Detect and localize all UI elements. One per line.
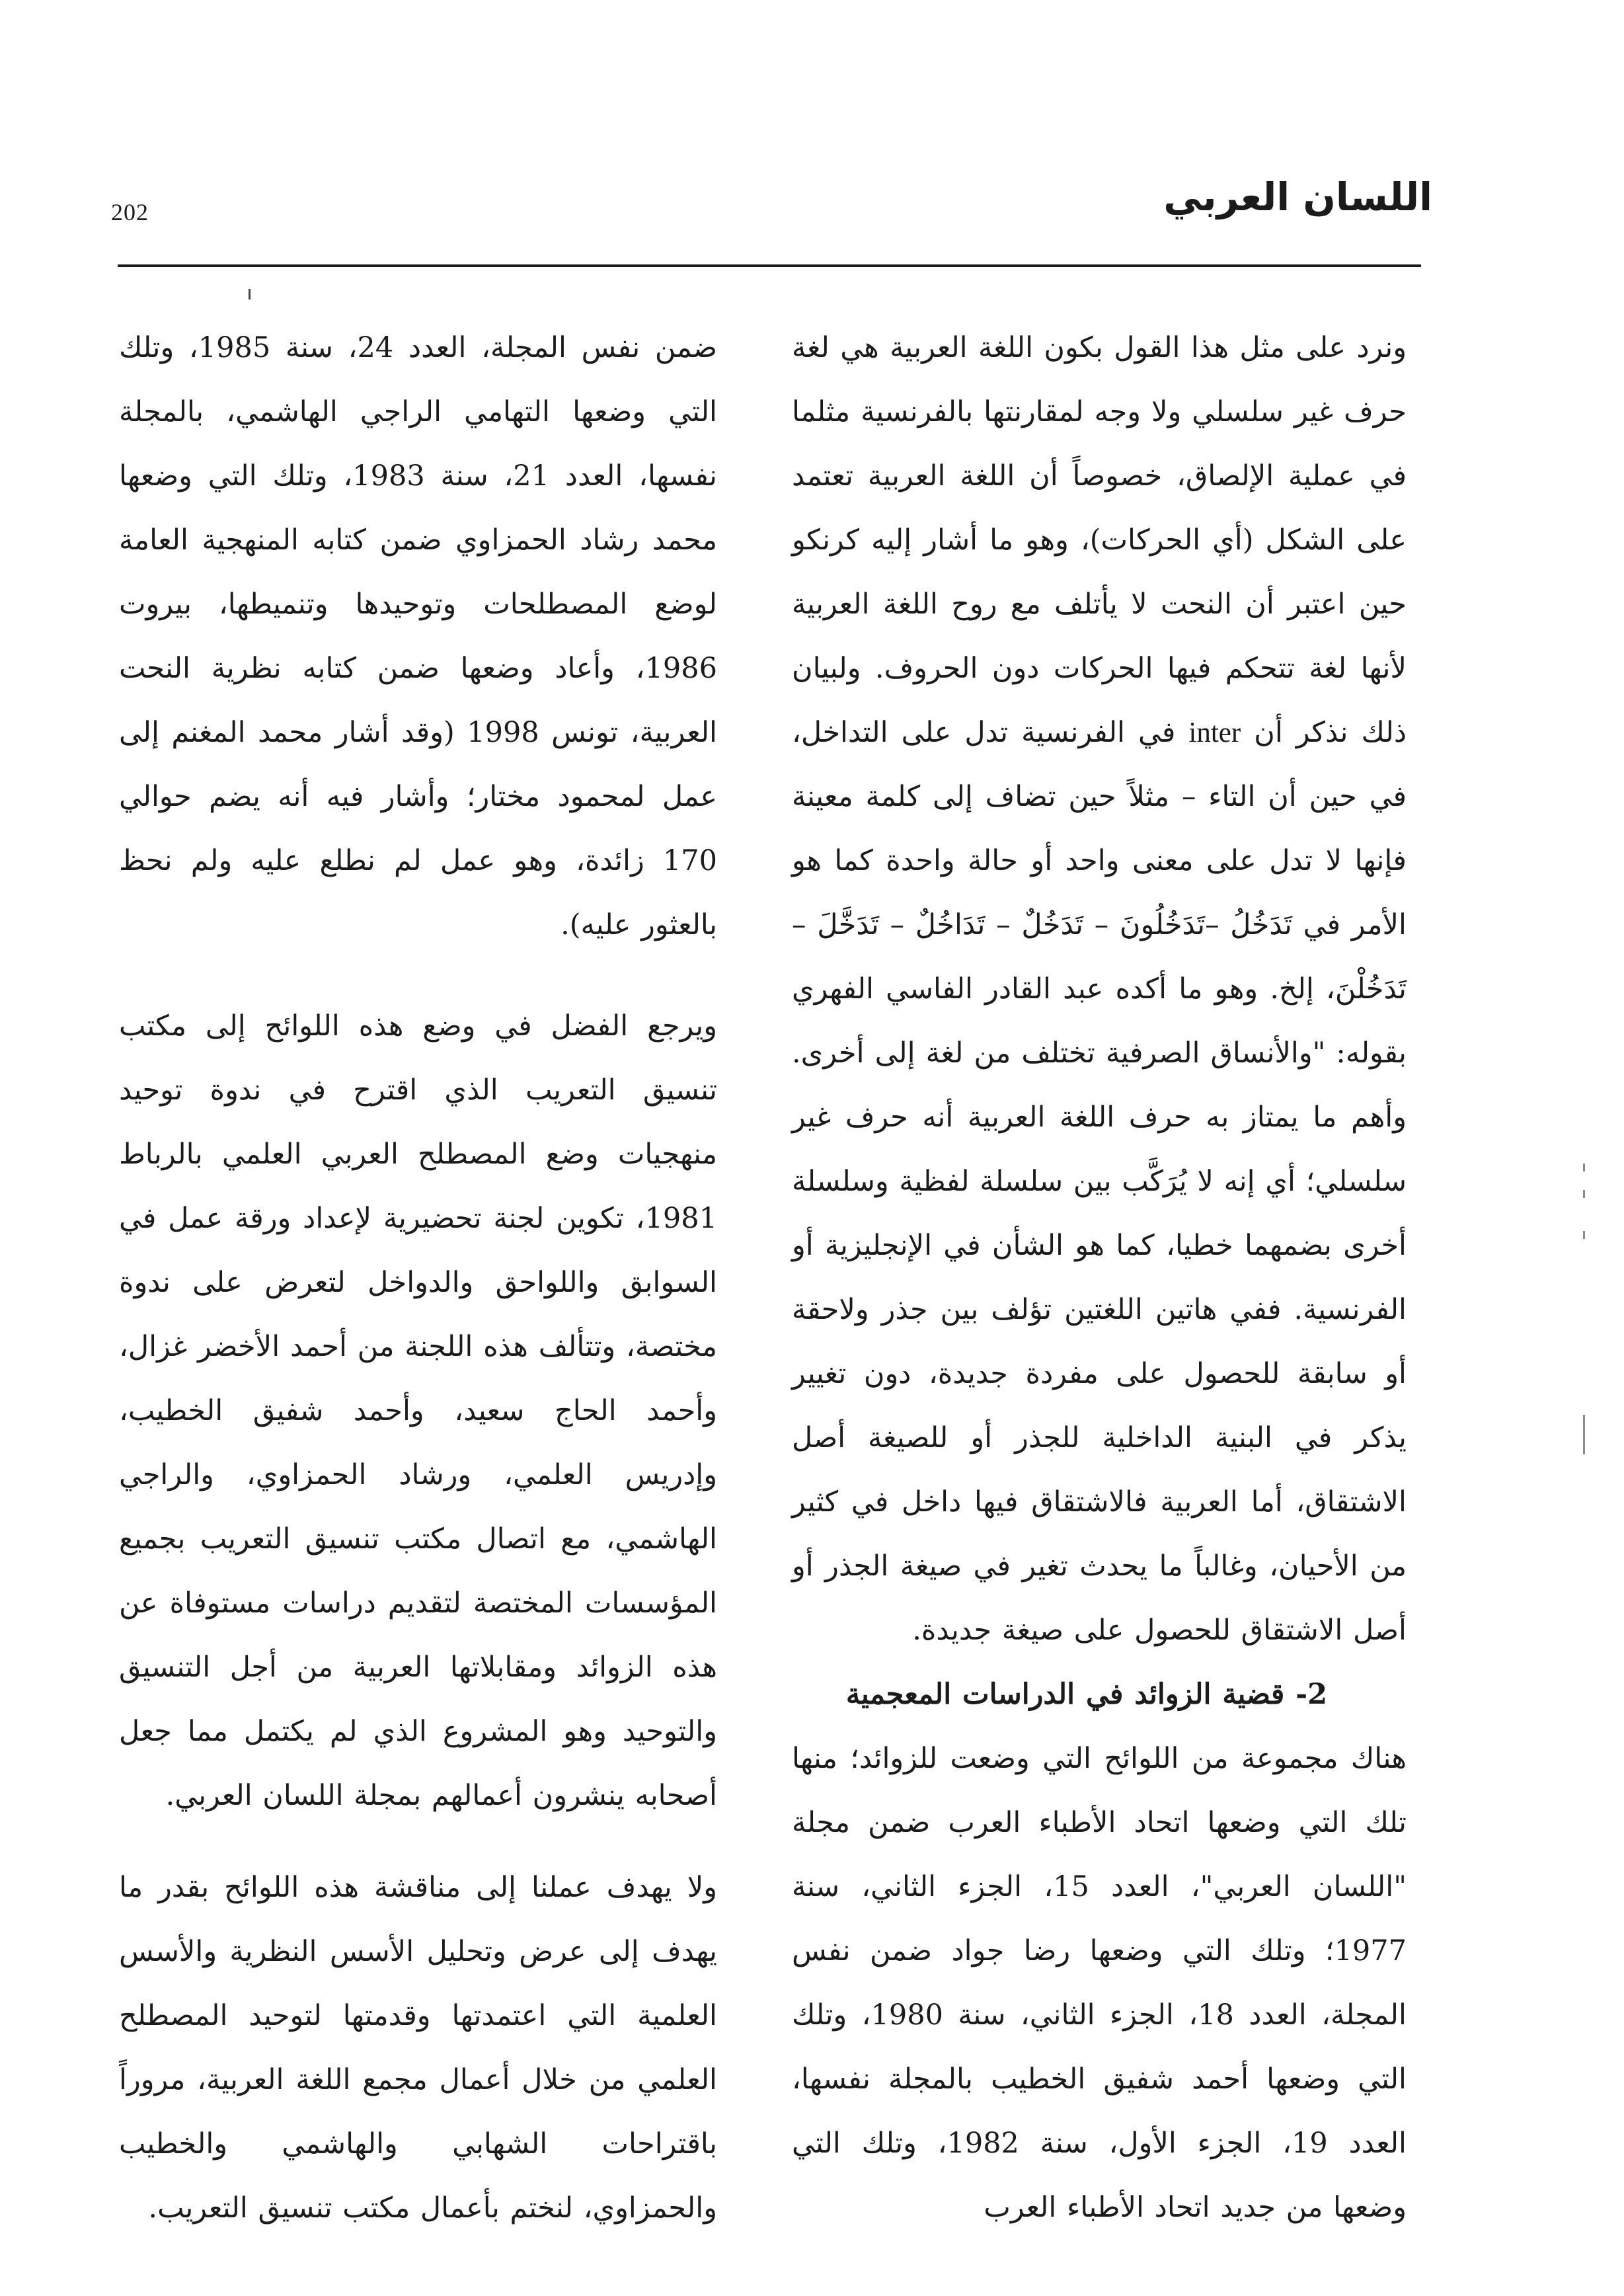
scan-margin-mark [1583, 1231, 1585, 1239]
header-rule [118, 264, 1421, 267]
page-number: 202 [111, 199, 149, 225]
left-column [119, 316, 717, 2240]
journal-logo: اللسان العربي [1163, 175, 1432, 219]
section-heading: 2- قضية الزوائد في الدراسات المعجمية [845, 1678, 1327, 1711]
scan-margin-mark [1583, 1190, 1585, 1198]
latin-term: inter [1188, 717, 1241, 748]
paragraph: هناك مجموعة من اللوائح التي وضعت للزوائد؛ منها تلك التي وضعها اتحاد الأطباء العرب ضمن مجلة "اللسان العربي"، العدد 15، الجزء الثاني، سنة 1977؛ وتلك التي وضعها رضا جواد ضمن نفس المجلة، العدد 18، الجزء الثاني، سنة 1980، وتلك التي وضعها أحمد شفيق الخطيب بالمجلة نفسها، العدد 19، الجزء الأول، سنة 1982، وتلك التي وضعها من جديد اتحاد الأطباء العرب [792, 1742, 1407, 2224]
paragraph [792, 316, 1407, 1663]
paragraph: ضمن نفس المجلة، العدد 24، سنة 1985، وتلك التي وضعها التهامي الراجي الهاشمي، بالمجلة نفسها، العدد 21، سنة 1983، وتلك التي وضعها محمد رشاد الحمزاوي ضمن كتابه المنهجية العامة لوضع المصطلحات وتوحيدها وتنميطها، بيروت 1986، وأعاد وضعها ضمن كتابه نظرية النحت العربية، تونس 1998 (وقد أشار محمد المغنم إلى عمل لمحمود مختار؛ وأشار فيه أنه يضم حوالي 170 زائدة، وهو عمل لم نطلع عليه ولم نحظ بالعثور عليه). [119, 331, 717, 941]
paragraph: ويرجع الفضل في وضع هذه اللوائح إلى مكتب تنسيق التعريب الذي اقترح في ندوة توحيد منهجيات وضع المصطلح العربي العلمي بالرباط 1981، تكوين لجنة تحضيرية لإعداد ورقة عمل في السوابق واللواحق والدواخل لتعرض على ندوة مختصة، وتتألف هذه اللجنة من أحمد الأخضر غزال، وأحمد الحاج سعيد، وأحمد شفيق الخطيب، وإدريس العلمي، ورشاد الحمزاوي، والراجي الهاشمي، مع اتصال مكتب تنسيق التعريب بجميع المؤسسات المختصة لتقديم دراسات مستوفاة عن هذه الزوائد ومقابلاتها العربية من أجل التنسيق والتوحيد وهو المشروع الذي لم يكتمل مما جعل أصحابه ينشرون أعمالهم بمجلة اللسان العربي. [119, 1009, 717, 1812]
paragraph-text: ونرد على مثل هذا القول بكون اللغة العربية هي لغة حرف غير سلسلي ولا وجه لمقارنتها بالفرنسية مثلما في عملية الإلصاق، خصوصاً أن اللغة العربية تعتمد على الشكل (أي الحركات)، وهو ما أشار إليه كرنكو حين اعتبر أن النحت لا يأتلف مع روح اللغة العربية لأنها لغة تتحكم فيها الحركات دون الحروف. ولبيان ذلك نذكر أن [792, 331, 1407, 749]
scan-margin-mark [1583, 1164, 1585, 1171]
right-column [792, 316, 1407, 2240]
paragraph-text: في الفرنسية تدل على التداخل، في حين أن التاء – مثلاً حين تضاف إلى كلمة معينة فإنها لا تدل على معنى واحد أو حالة واحدة كما هو الأمر في تَدَخُلُ –تَدَخُلُونَ – تَدَخُلٌ – تَدَاخُلٌ – تَدَخَّلَ – تَدَخُلْنَ، إلخ. وهو ما أكده عبد القادر الفاسي الفهري بقوله: "والأنساق الصرفية تختلف من لغة إلى أخرى. وأهم ما يمتاز به حرف اللغة العربية أنه حرف غير سلسلي؛ أي إنه لا يُرَكَّب بين سلسلة لفظية وسلسلة أخرى بضمهما خطيا، كما هو الشأن في الإنجليزية أو الفرنسية. ففي هاتين اللغتين تؤلف بين جذر ولاحقة أو سابقة للحصول على مفردة جديدة، دون تغيير يذكر في البنية الداخلية للجذر أو للصيغة أصل الاشتقاق، أما العربية فالاشتقاق فيها داخل في كثير من الأحيان، وغالباً ما يحدث تغير في صيغة الجذر أو أصل الاشتقاق للحصول على صيغة جديدة. [792, 716, 1407, 1647]
paragraph: ولا يهدف عملنا إلى مناقشة هذه اللوائح بقدر ما يهدف إلى عرض وتحليل الأسس النظرية والأسس العلمية التي اعتمدتها وقدمتها لتوحيد المصطلح العلمي من خلال أعمال مجمع اللغة العربية، مروراً باقتراحات الشهابي والهاشمي والخطيب والحمزاوي، لنختم بأعمال مكتب تنسيق التعريب. [119, 1871, 717, 2225]
scan-margin-mark [1583, 1415, 1585, 1454]
scan-tick-mark [249, 289, 251, 299]
